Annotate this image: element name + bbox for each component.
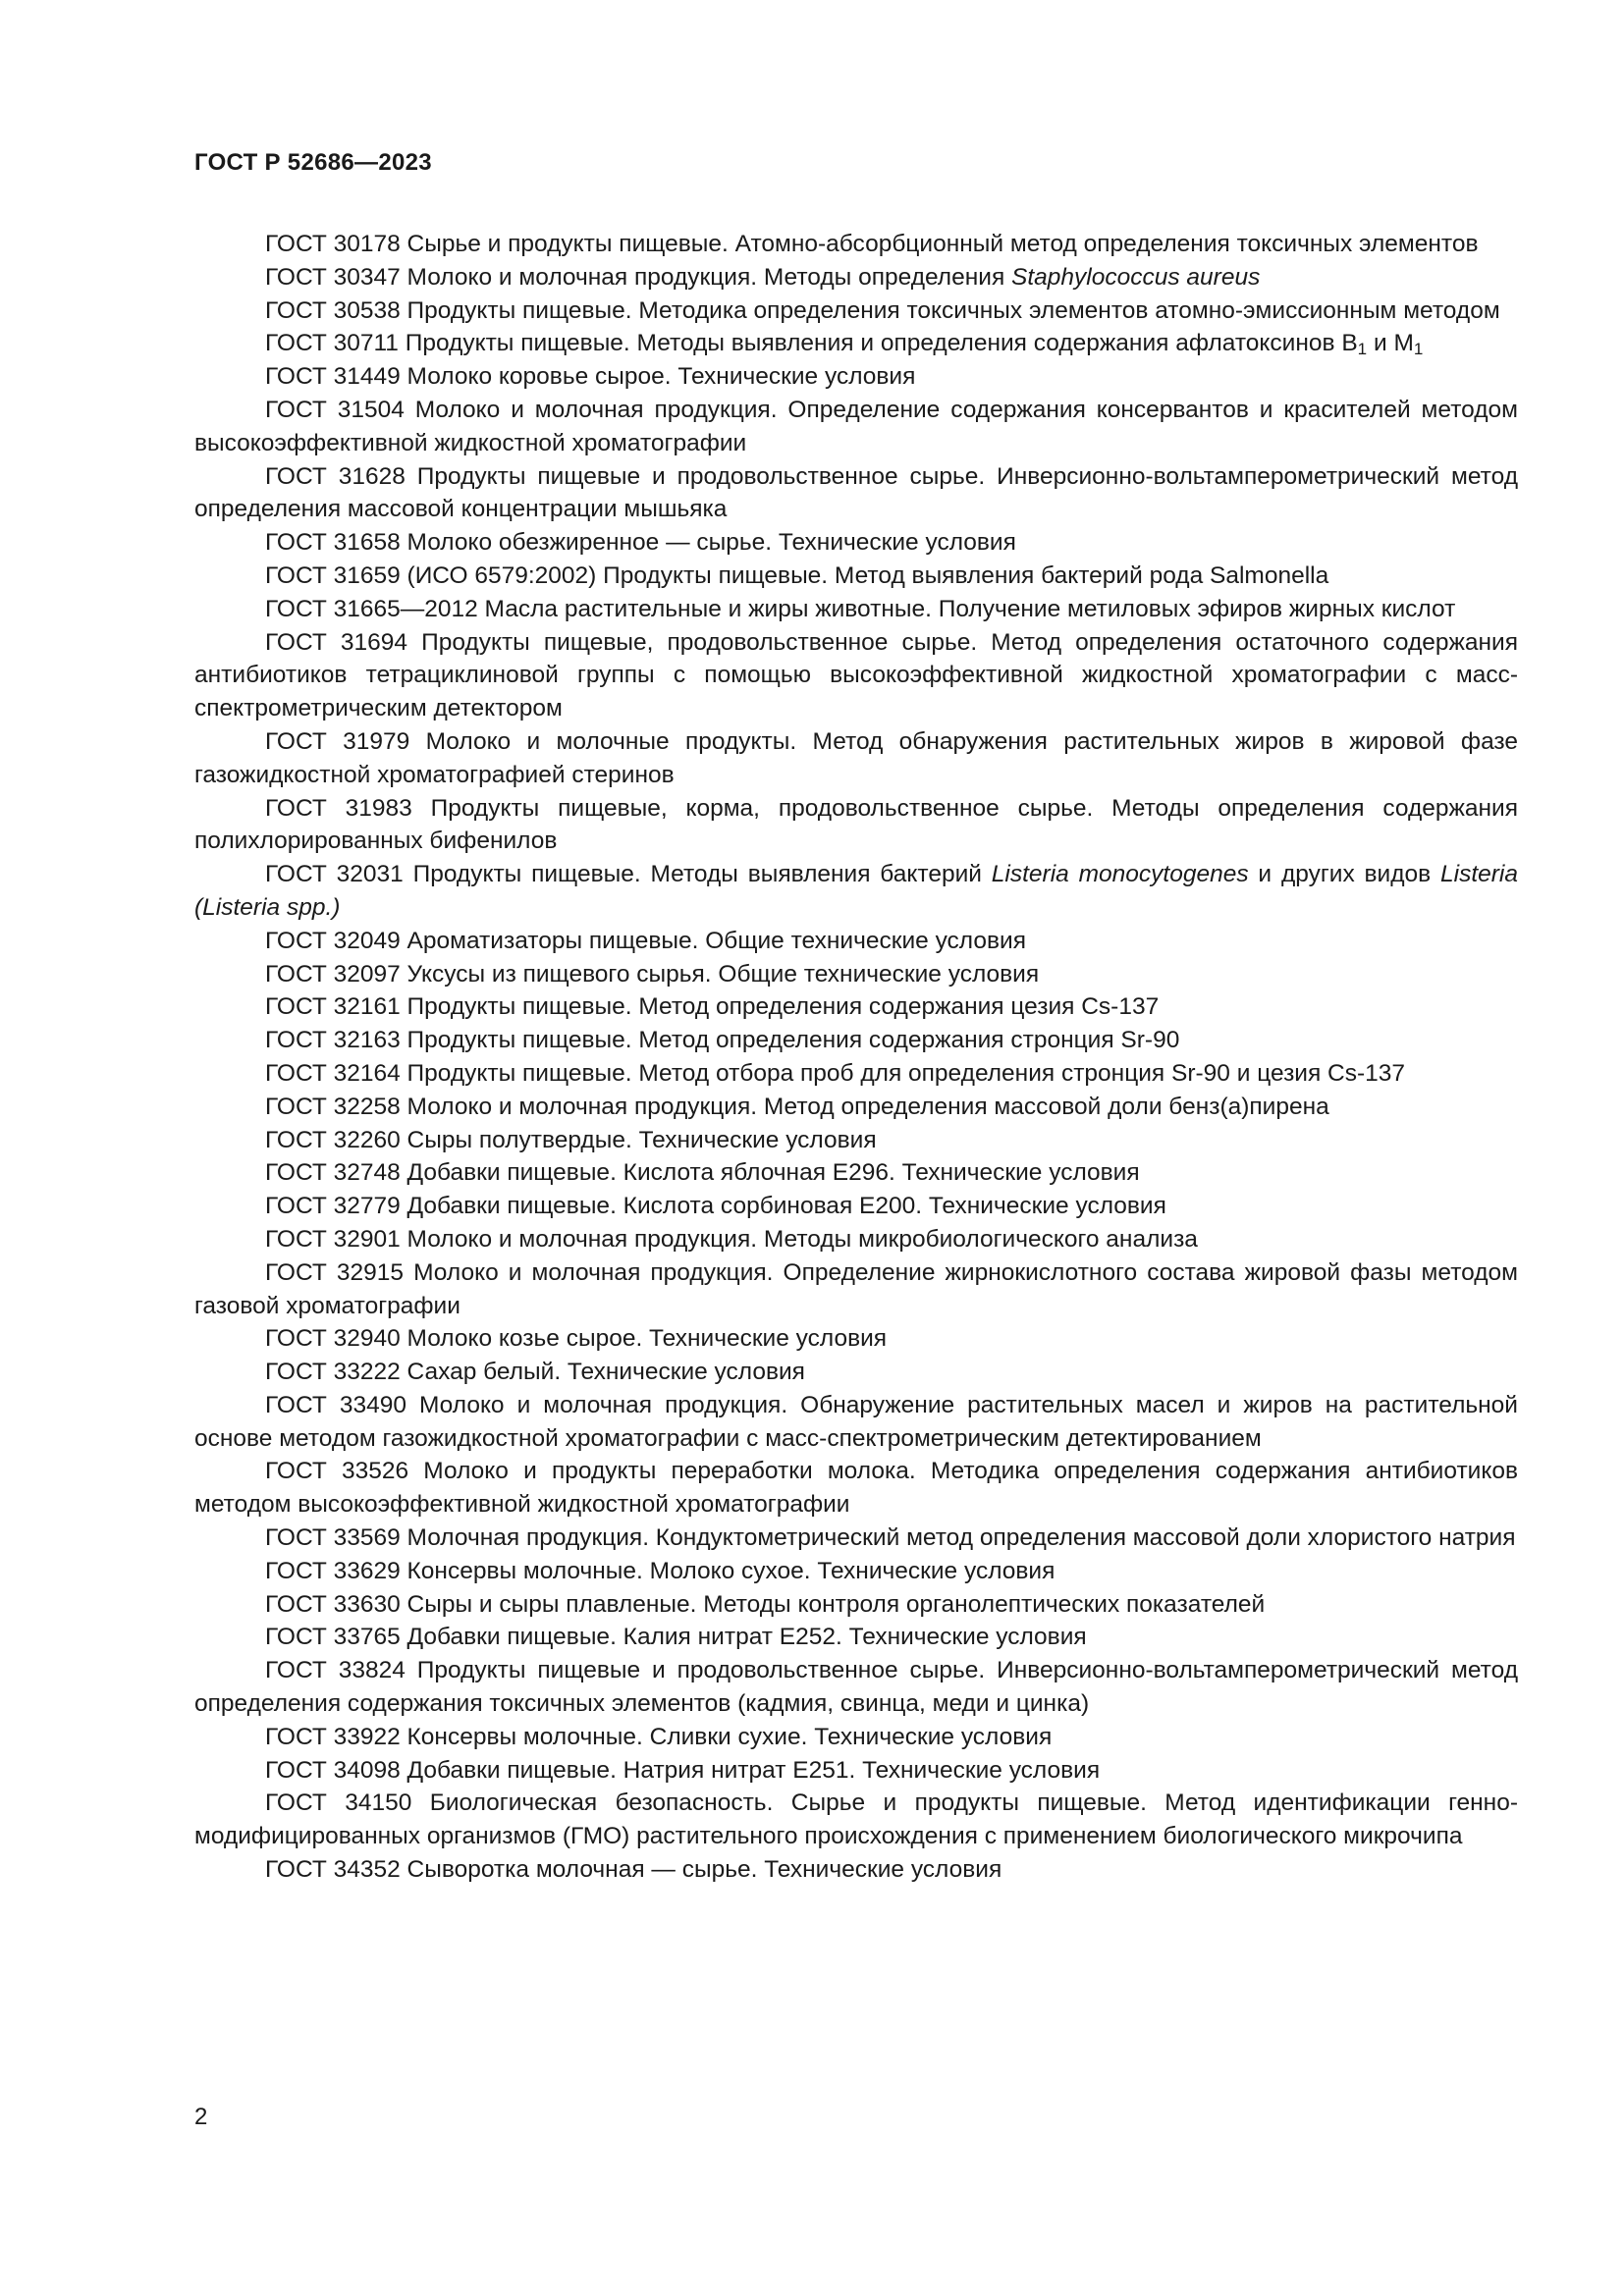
- reference-text-part: ГОСТ 32161 Продукты пищевые. Метод определения содержания цезия Cs-137: [265, 993, 1160, 1021]
- reference-text-part: ГОСТ 33222 Сахар белый. Технические условия: [265, 1359, 805, 1386]
- reference-text-part: ГОСТ 32260 Сыры полутвердые. Технические условия: [265, 1126, 877, 1153]
- reference-text-part: и других видов: [1248, 861, 1441, 888]
- reference-item: [194, 1356, 1518, 1389]
- reference-item: [194, 360, 1518, 394]
- reference-text-part: ГОСТ 32901 Молоко и молочная продукция. Методы микробиологического анализа: [265, 1225, 1198, 1253]
- reference-text-part: ГОСТ 30711 Продукты пищевые. Методы выявления и определения содержания афлатоксинов В: [265, 330, 1358, 357]
- reference-text-part: ГОСТ 33922 Консервы молочные. Сливки сухие. Технические условия: [265, 1723, 1053, 1750]
- reference-item: [194, 294, 1518, 328]
- reference-item: [194, 1522, 1518, 1555]
- reference-text-part: ГОСТ 31658 Молоко обезжиренное — сырье. Технические условия: [265, 529, 1016, 557]
- reference-sub-part: 1: [1357, 340, 1368, 359]
- reference-text-part: ГОСТ 30178 Сырье и продукты пищевые. Атомно-абсорбционный метод определения токсичных элементов: [265, 231, 1479, 257]
- reference-item: [194, 1853, 1518, 1887]
- reference-text-part: ГОСТ 30347 Молоко и молочная продукция. Методы определения: [265, 263, 1012, 291]
- reference-item: [194, 1754, 1518, 1788]
- reference-text-part: ГОСТ 33569 Молочная продукция. Кондуктометрический метод определения массовой доли хлористого натрия: [265, 1524, 1516, 1552]
- reference-item: [194, 990, 1518, 1024]
- reference-text-part: ГОСТ 32031 Продукты пищевые. Методы выявления бактерий: [265, 861, 992, 888]
- reference-text-part: ГОСТ 31665—2012 Масла растительные и жиры животные. Получение метиловых эфиров жирных кислот: [265, 595, 1456, 622]
- reference-item: [194, 327, 1518, 360]
- reference-item: [194, 560, 1518, 593]
- reference-text-part: ГОСТ 33526 Молоко и продукты переработки молока. Методика определения содержания антибиотиков методом высокоэффективной жидкостной хроматографии: [194, 1458, 1518, 1519]
- reference-text-part: ГОСТ 31449 Молоко коровье сырое. Технические условия: [265, 363, 916, 391]
- reference-text-part: ГОСТ 32049 Ароматизаторы пищевые. Общие технические условия: [265, 927, 1026, 954]
- reference-italic-part: Listeria (Listeria spp.): [194, 861, 1518, 921]
- reference-item: [194, 958, 1518, 991]
- reference-item: [194, 1091, 1518, 1124]
- reference-item: [194, 261, 1518, 294]
- reference-item: [194, 1256, 1518, 1323]
- reference-text-part: ГОСТ 32779 Добавки пищевые. Кислота сорбиновая Е200. Технические условия: [265, 1193, 1166, 1220]
- reference-sub-part: 1: [1413, 340, 1424, 359]
- document-header: ГОСТ Р 52686—2023: [194, 149, 432, 176]
- reference-italic-part: Listeria monocytogenes: [991, 861, 1249, 888]
- reference-text-part: ГОСТ 31659 (ИСО 6579:2002) Продукты пищевые. Метод выявления бактерий рода Salmonella: [265, 561, 1329, 589]
- reference-item: [194, 858, 1518, 925]
- reference-item: [194, 626, 1518, 725]
- reference-item: [194, 1322, 1518, 1356]
- reference-item: [194, 593, 1518, 626]
- reference-item: [194, 1389, 1518, 1456]
- reference-text-part: ГОСТ 31694 Продукты пищевые, продовольственное сырье. Метод определения остаточного содержания антибиотиков тетрациклиновой группы с помощью высокоэффективной жидкостной хроматографии с масс-спектрометрическим детектором: [194, 628, 1518, 722]
- reference-item: [194, 1223, 1518, 1256]
- reference-item: [194, 1124, 1518, 1157]
- reference-item: [194, 526, 1518, 560]
- reference-item: [194, 1721, 1518, 1754]
- reference-text-part: ГОСТ 31504 Молоко и молочная продукция. Определение содержания консервантов и красителей методом высокоэффективной жидкостной хроматографии: [194, 396, 1518, 456]
- reference-text-part: ГОСТ 32258 Молоко и молочная продукция. Метод определения массовой доли бенз(а)пирена: [265, 1093, 1329, 1120]
- reference-text-part: и М: [1367, 330, 1414, 357]
- reference-text-part: ГОСТ 30538 Продукты пищевые. Методика определения токсичных элементов атомно-эмиссионным методом: [265, 296, 1500, 324]
- reference-item: [194, 1057, 1518, 1091]
- normative-references-list: [194, 228, 1518, 1887]
- reference-text-part: ГОСТ 32915 Молоко и молочная продукция. Определение жирнокислотного состава жировой фазы методом газовой хроматографии: [194, 1258, 1518, 1319]
- reference-text-part: ГОСТ 33765 Добавки пищевые. Калия нитрат Е252. Технические условия: [265, 1624, 1087, 1651]
- reference-text-part: ГОСТ 31628 Продукты пищевые и продовольственное сырье. Инверсионно-вольтамперометрический метод определения массовой концентрации мышьяка: [194, 462, 1518, 523]
- reference-text-part: ГОСТ 33629 Консервы молочные. Молоко сухое. Технические условия: [265, 1557, 1056, 1584]
- reference-item: [194, 1654, 1518, 1721]
- reference-text-part: ГОСТ 32748 Добавки пищевые. Кислота яблочная Е296. Технические условия: [265, 1159, 1140, 1187]
- reference-item: [194, 1787, 1518, 1853]
- reference-italic-part: Staphylococcus aureus: [1011, 263, 1261, 291]
- reference-item: [194, 1621, 1518, 1654]
- reference-text-part: ГОСТ 33490 Молоко и молочная продукция. Обнаружение растительных масел и жиров на растительной основе методом газожидкостной хроматографии с масс-спектрометрическим детектированием: [194, 1391, 1518, 1452]
- reference-text-part: ГОСТ 34150 Биологическая безопасность. Сырье и продукты пищевые. Метод идентификации генно-модифицированных организмов (ГМО) растительного происхождения с применением биологического микрочипа: [194, 1789, 1518, 1850]
- reference-item: [194, 1024, 1518, 1057]
- reference-text-part: ГОСТ 34098 Добавки пищевые. Натрия нитрат Е251. Технические условия: [265, 1756, 1101, 1784]
- reference-text-part: ГОСТ 31983 Продукты пищевые, корма, продовольственное сырье. Методы определения содержания полихлорированных бифенилов: [194, 794, 1518, 855]
- reference-item: [194, 792, 1518, 859]
- reference-item: [194, 460, 1518, 527]
- reference-item: [194, 1588, 1518, 1622]
- reference-text-part: ГОСТ 33824 Продукты пищевые и продовольственное сырье. Инверсионно-вольтамперометрический метод определения содержания токсичных элементов (кадмия, свинца, меди и цинка): [194, 1657, 1518, 1718]
- reference-item: [194, 1156, 1518, 1190]
- reference-item: [194, 925, 1518, 958]
- reference-item: [194, 228, 1518, 261]
- reference-text-part: ГОСТ 32164 Продукты пищевые. Метод отбора проб для определения стронция Sr-90 и цезия Cs-137: [265, 1059, 1406, 1087]
- reference-item: [194, 1190, 1518, 1223]
- reference-text-part: ГОСТ 33630 Сыры и сыры плавленые. Методы контроля органолептических показателей: [265, 1590, 1266, 1618]
- reference-text-part: ГОСТ 34352 Сыворотка молочная — сырье. Технические условия: [265, 1856, 1002, 1884]
- reference-item: [194, 394, 1518, 460]
- reference-text-part: ГОСТ 31979 Молоко и молочные продукты. Метод обнаружения растительных жиров в жировой фазе газожидкостной хроматографией стеринов: [194, 727, 1518, 788]
- reference-item: [194, 1455, 1518, 1522]
- reference-item: [194, 1555, 1518, 1588]
- reference-text-part: ГОСТ 32097 Уксусы из пищевого сырья. Общие технические условия: [265, 960, 1040, 988]
- reference-item: [194, 725, 1518, 792]
- reference-text-part: ГОСТ 32940 Молоко козье сырое. Технические условия: [265, 1325, 888, 1353]
- reference-text-part: ГОСТ 32163 Продукты пищевые. Метод определения содержания стронция Sr-90: [265, 1027, 1180, 1054]
- page-number: 2: [194, 2104, 208, 2130]
